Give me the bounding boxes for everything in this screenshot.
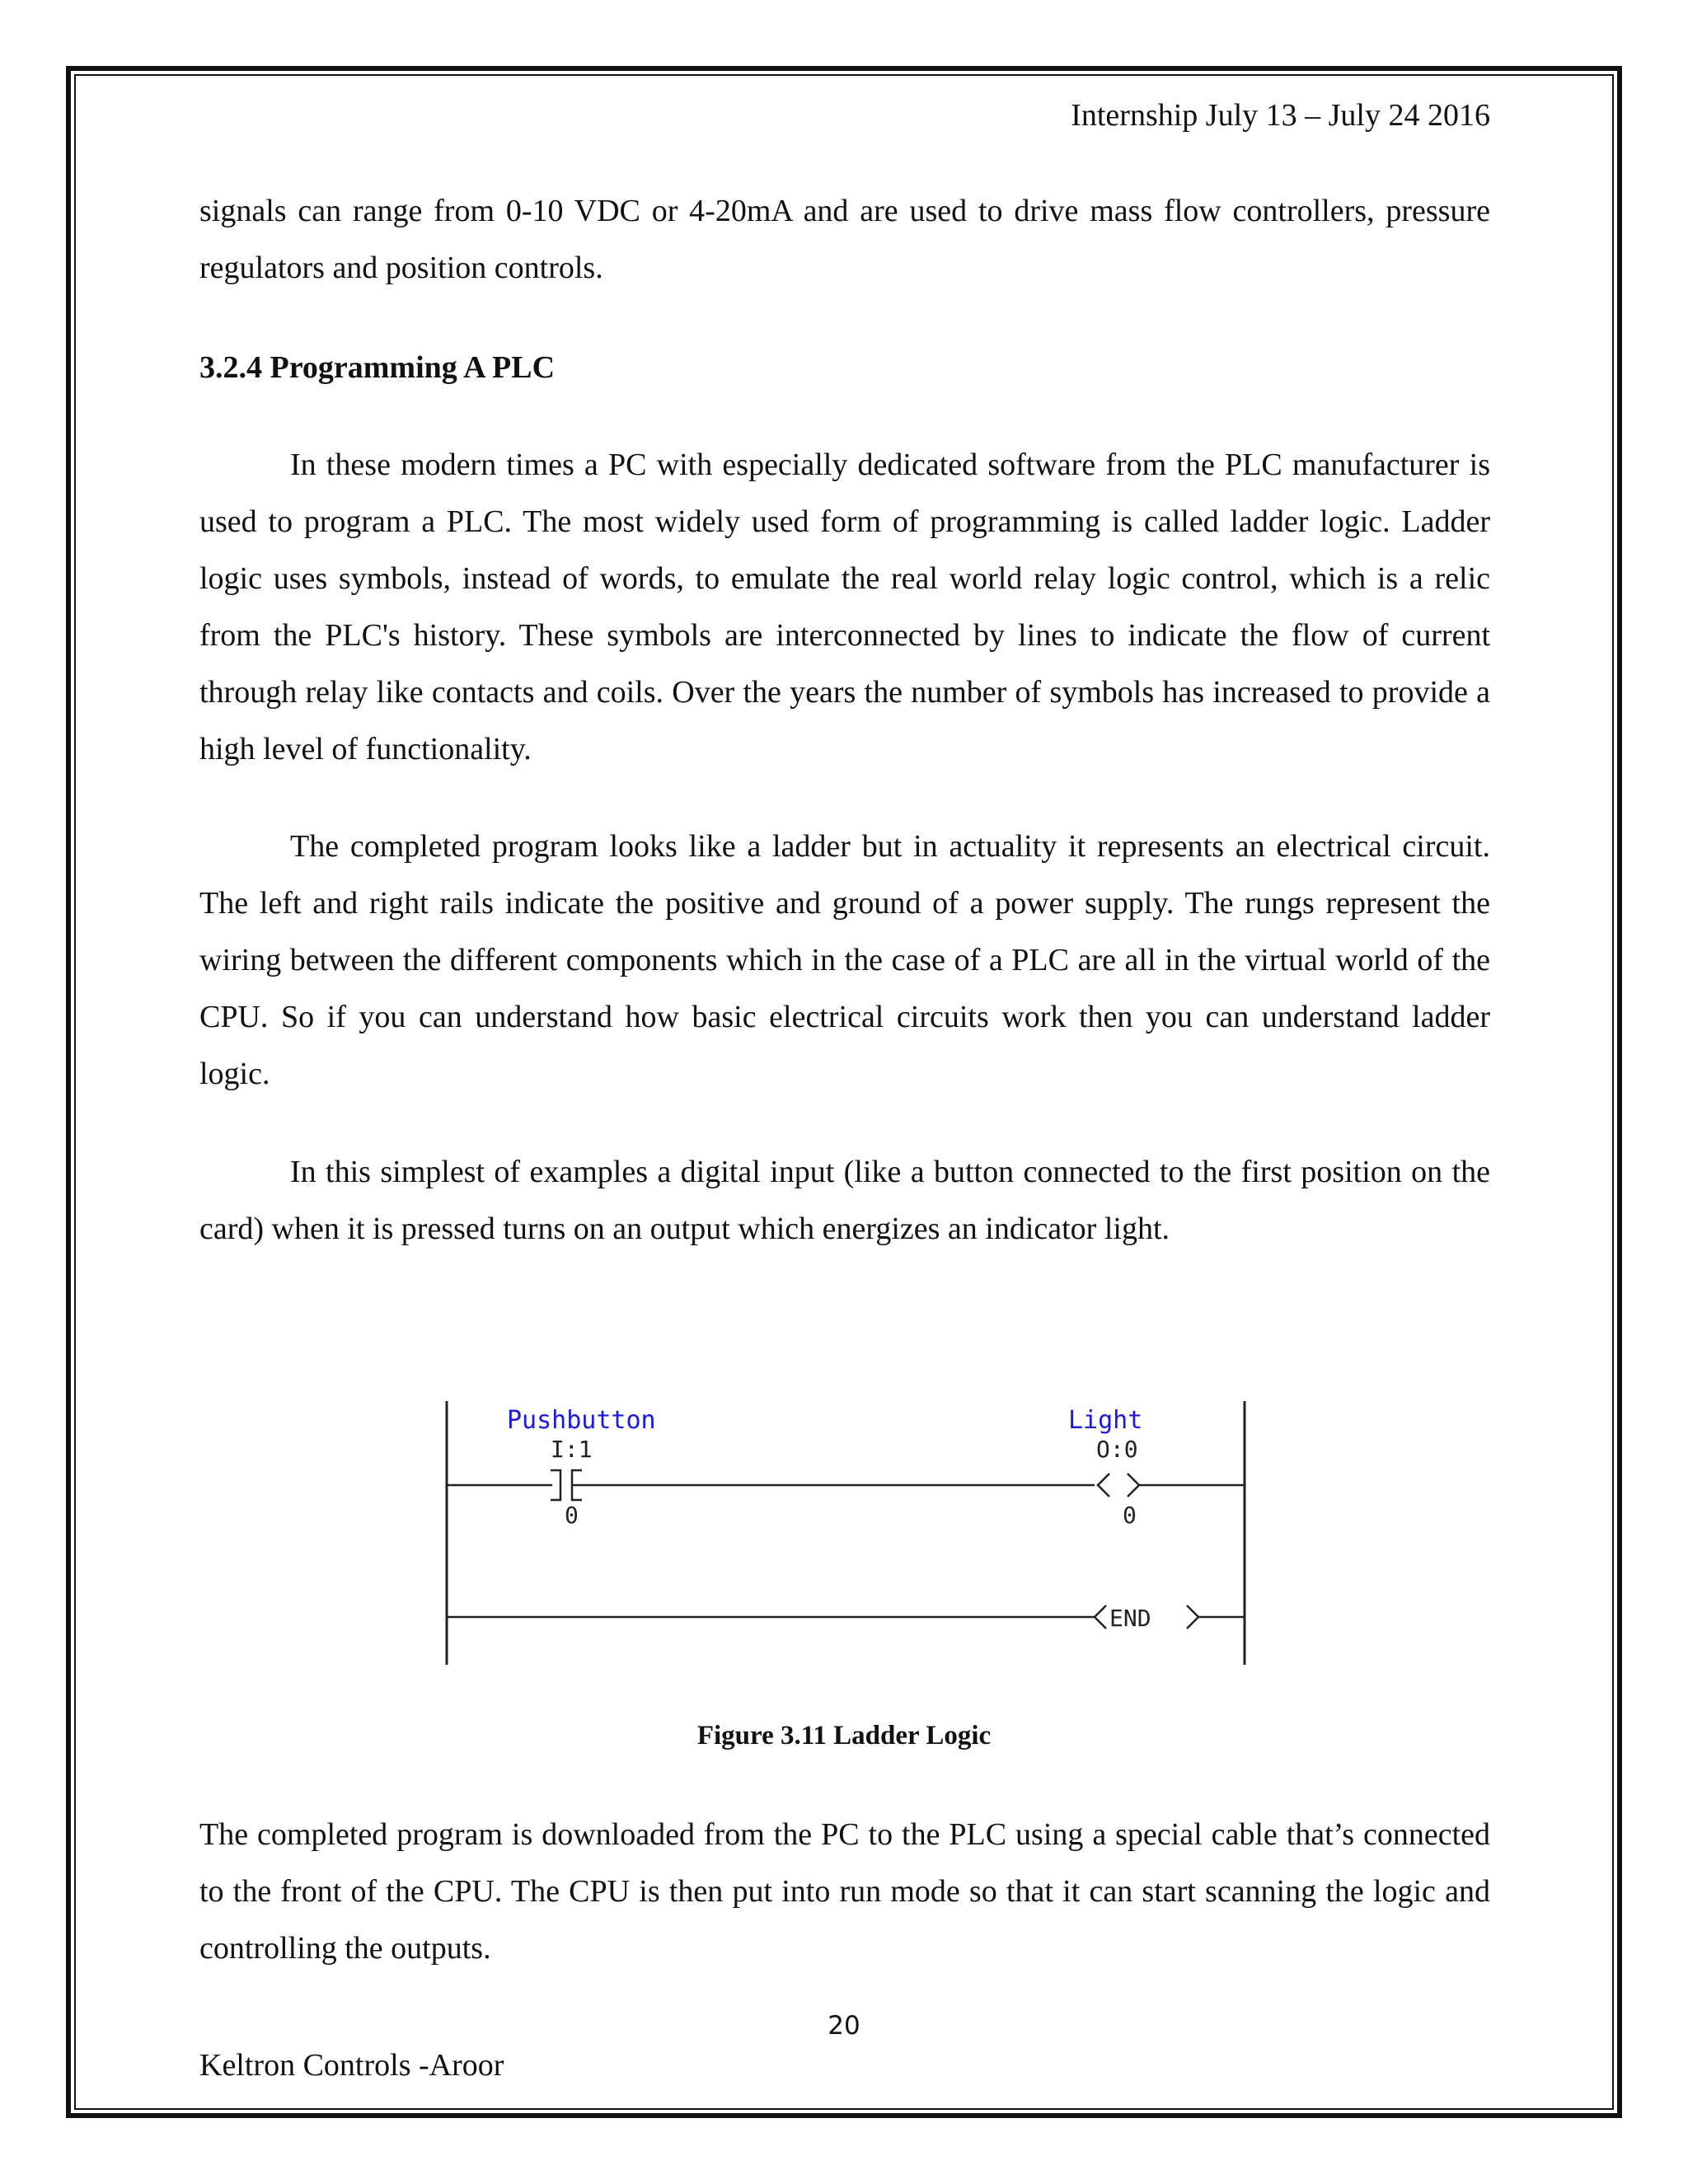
output-bit: 0: [1123, 1502, 1137, 1529]
ladder-logic-diagram: [429, 1393, 1253, 1673]
output-label: Light: [1068, 1406, 1143, 1435]
paragraph-intro: signals can range from 0-10 VDC or 4-20mA and are used to drive mass flow controllers, pressure regulators and position controls.: [199, 194, 1490, 285]
paragraph-example: In this simplest of examples a digital input (like a button connected to the first position on the card) when it is pressed turns on an output which energizes an indicator light.: [199, 1155, 1490, 1246]
paragraph-ladder-circuit: The completed program looks like a ladder but in actuality it represents an electrical circuit. The left and right rails indicate the positive and ground of a power supply. The rungs represent the wiring between the different components which in the case of a PLC are all in the virtual world of the CPU. So if you can understand how basic electrical circuits work then you can understand ladder logic.: [199, 829, 1490, 1091]
input-address: I:1: [551, 1436, 593, 1463]
section-heading: 3.2.4 Programming A PLC: [199, 350, 556, 385]
input-label: Pushbutton: [507, 1406, 656, 1435]
end-label: END: [1109, 1605, 1151, 1632]
paragraph-programming: In these modern times a PC with especially dedicated software from the PLC manufacturer is used to program a PLC. The most widely used form of programming is called ladder logic. Ladder logic uses symbols, instead of words, to emulate the real world relay logic control, which is a relic from the PLC's history. These symbols are interconnected by lines to indicate the flow of current through relay like contacts and coils. Over the years the number of symbols has increased to provide a high level of functionality.: [199, 448, 1490, 766]
paragraph-download: The completed program is downloaded from the PC to the PLC using a special cable that’s connected to the front of the CPU. The CPU is then put into run mode so that it can start scanning the logic and controlling the outputs.: [199, 1817, 1490, 1966]
input-bit: 0: [565, 1502, 579, 1529]
page-number: 20: [828, 2011, 860, 2041]
figure-caption: Figure 3.11 Ladder Logic: [696, 1721, 992, 1750]
footer-organization: Keltron Controls -Aroor: [199, 2048, 504, 2083]
output-address: O:0: [1096, 1436, 1138, 1463]
coil-icon: [1098, 1474, 1139, 1497]
running-header: Internship July 13 – July 24 2016: [1071, 98, 1490, 133]
